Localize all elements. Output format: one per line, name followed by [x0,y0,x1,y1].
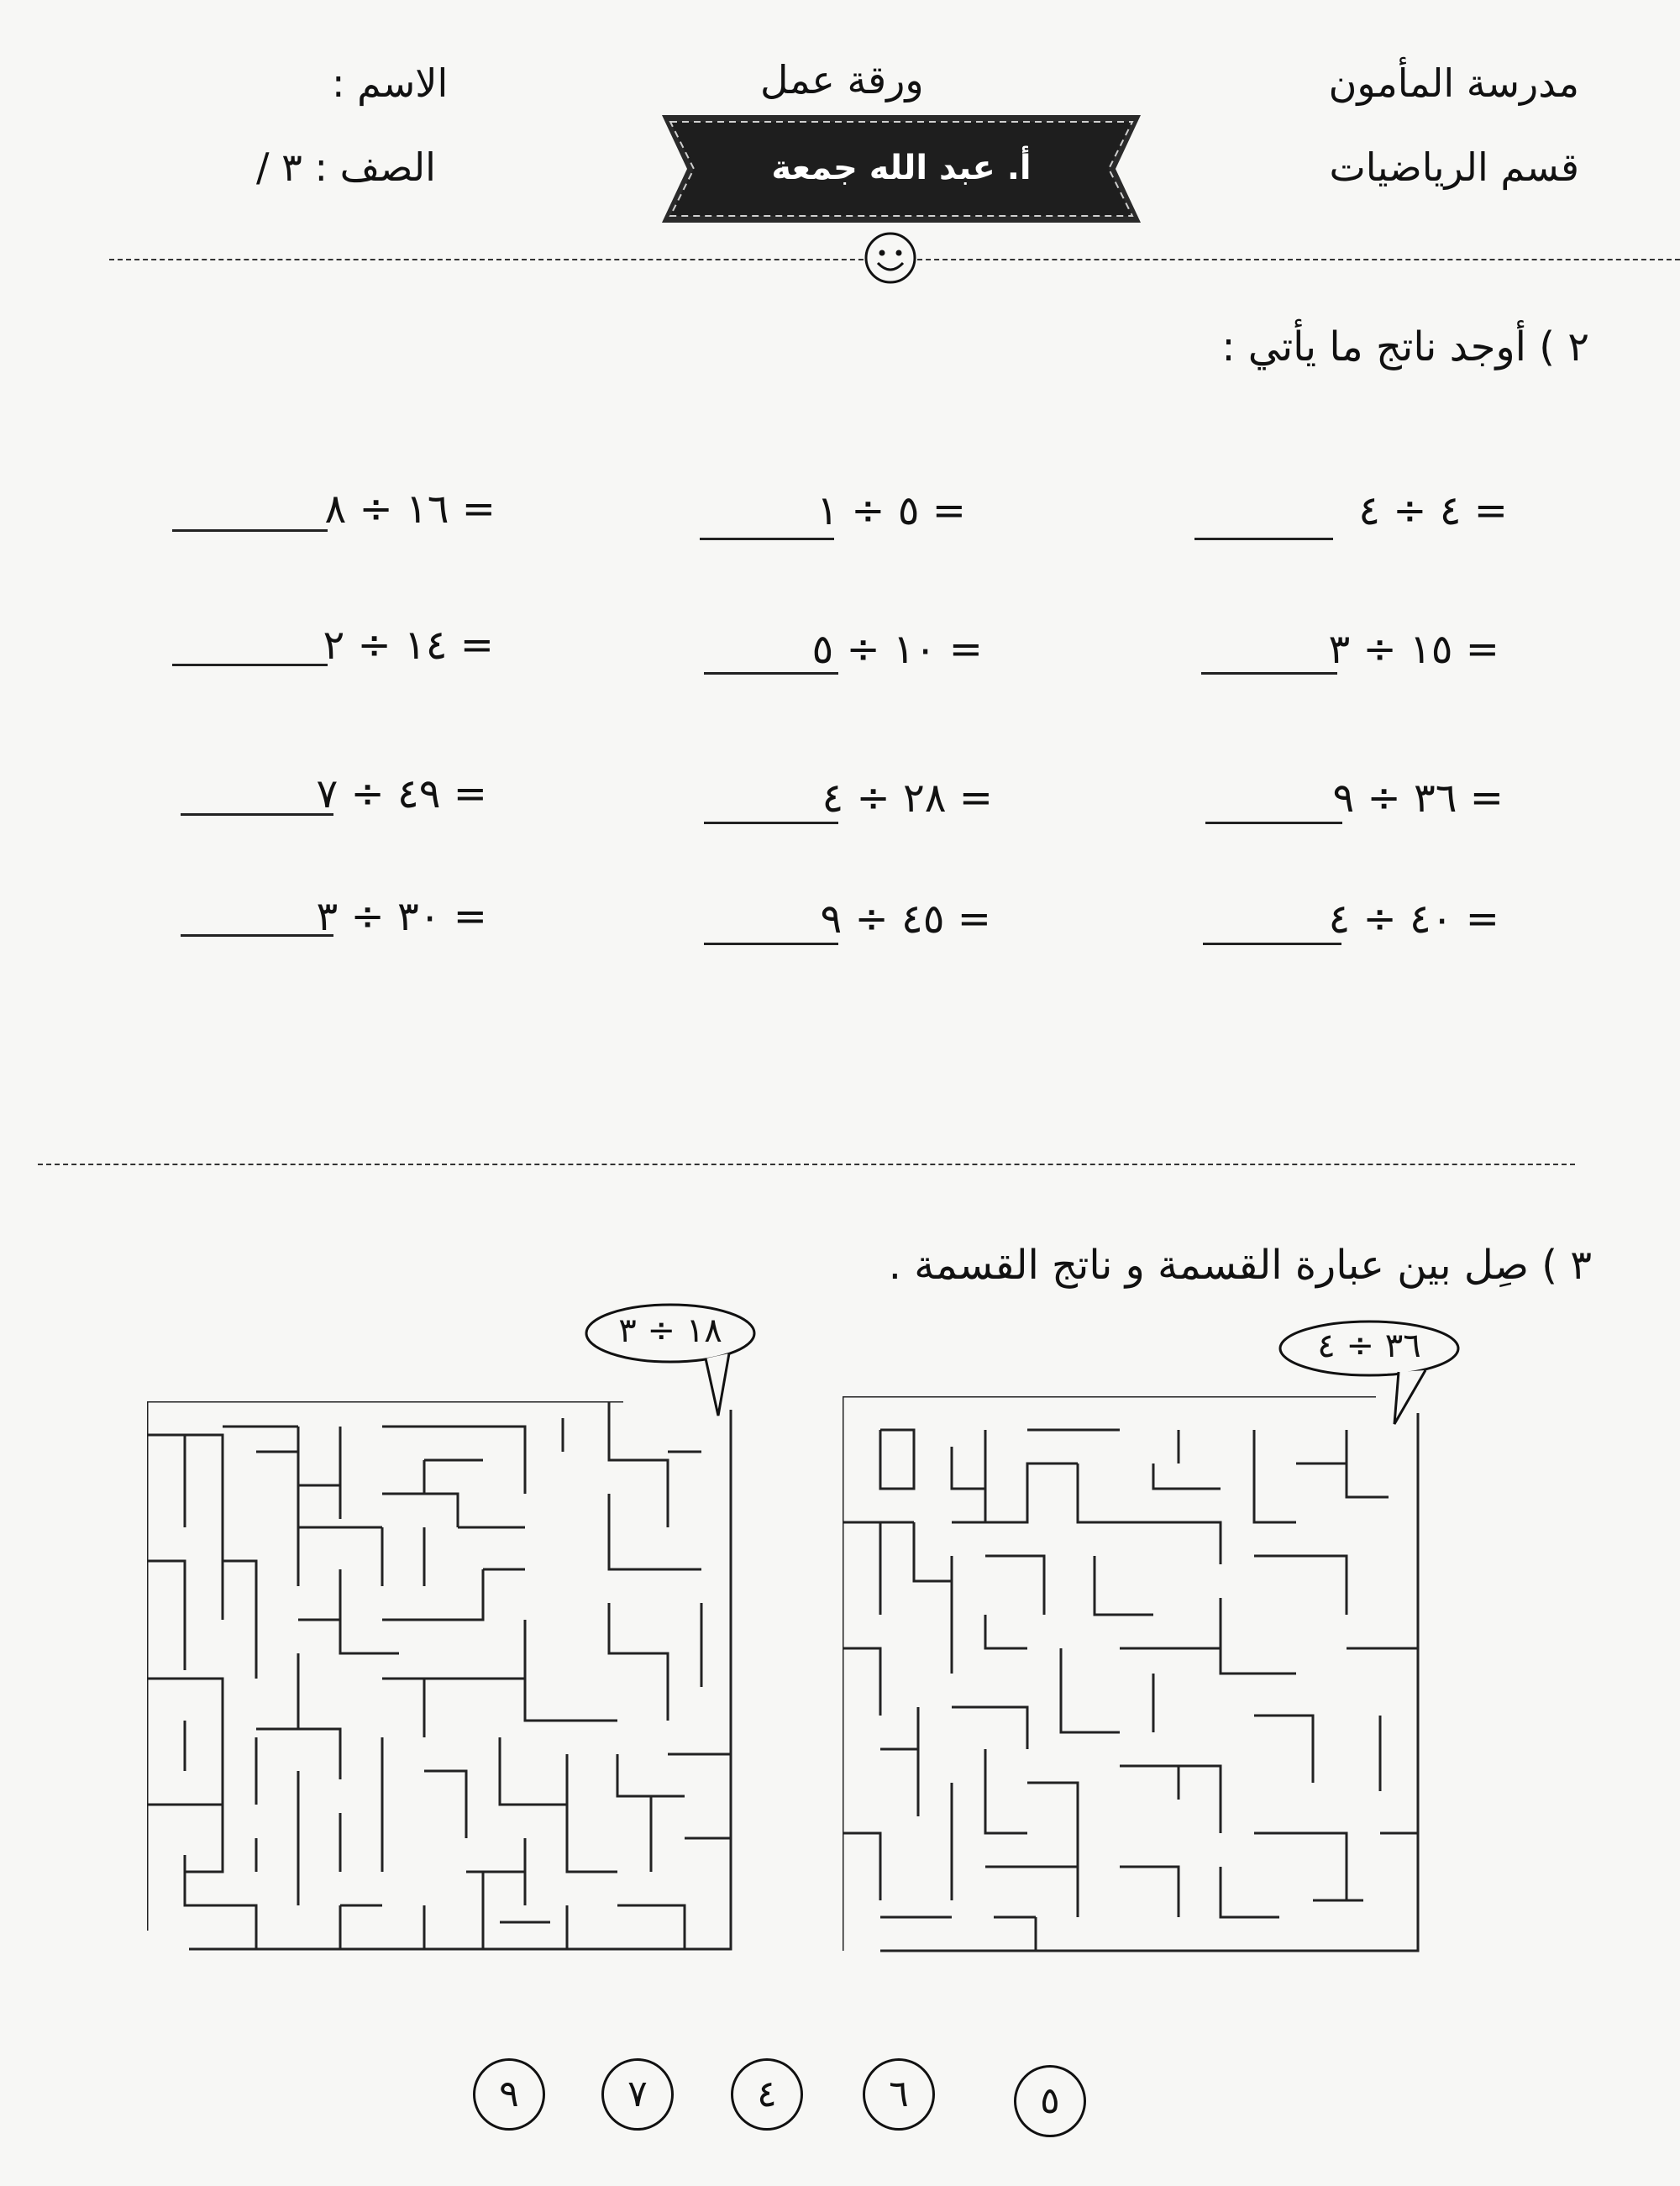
expression: ٤٩ ÷ ٧ = [316,770,487,817]
answer-blank[interactable] [181,934,333,937]
answer-blank[interactable] [1194,538,1333,540]
answer-blank[interactable] [1203,943,1341,945]
expression: ٣٠ ÷ ٣ = [316,893,487,940]
bubble-left-text: ١٨ ÷ ٣ [618,1311,722,1350]
answer-blank[interactable] [1205,822,1342,824]
department-name: قسم الرياضيات [1329,145,1579,190]
answer-blank[interactable] [700,538,834,540]
maze-right [843,1396,1431,1959]
answer-blank[interactable] [172,529,328,532]
school-name: مدرسة المأمون [1328,60,1579,106]
name-label: الاسم : [332,60,449,106]
answer-circle[interactable]: ٥ [1014,2065,1086,2137]
expression: ٣٦ ÷ ٩ = [1332,775,1504,822]
answer-blank[interactable] [1201,672,1337,675]
answer-circle[interactable]: ٩ [473,2058,545,2131]
teacher-banner [662,115,1141,223]
answer-circle[interactable]: ٦ [863,2058,935,2131]
bubble-right-text: ٣٦ ÷ ٤ [1317,1327,1421,1365]
answer-blank[interactable] [704,943,838,945]
expression: ١٥ ÷ ٣ = [1328,626,1499,673]
expression: ٤ ÷ ٤ = [1358,487,1508,534]
question-2-title: ٢ ) أوجد ناتج ما يأتي : [1221,323,1589,370]
answer-circle[interactable]: ٤ [731,2058,803,2131]
teacher-name: أ. عبد الله جمعة [771,149,1032,187]
smiley-icon [864,231,917,285]
expression: ٥ ÷ ١ = [816,487,966,534]
expression: ١٤ ÷ ٢ = [323,622,494,669]
expression: ٢٨ ÷ ٤ = [822,775,993,822]
expression: ٤٥ ÷ ٩ = [820,896,991,943]
grade-label: الصف : ٣ / [256,145,436,190]
worksheet-title: ورقة عمل [760,57,924,102]
question-3-title: ٣ ) صِل بين عبارة القسمة و ناتج القسمة . [888,1242,1592,1289]
section-divider [38,1164,1575,1165]
expression: ١٦ ÷ ٨ = [324,486,496,533]
answer-blank[interactable] [181,813,333,816]
expression: ١٠ ÷ ٥ = [811,626,983,673]
answer-blank[interactable] [704,822,838,824]
expression: ٤٠ ÷ ٤ = [1328,896,1499,943]
answer-circle[interactable]: ٧ [601,2058,674,2131]
maze-left [147,1401,735,1956]
answer-blank[interactable] [704,672,838,675]
answer-blank[interactable] [172,664,328,666]
